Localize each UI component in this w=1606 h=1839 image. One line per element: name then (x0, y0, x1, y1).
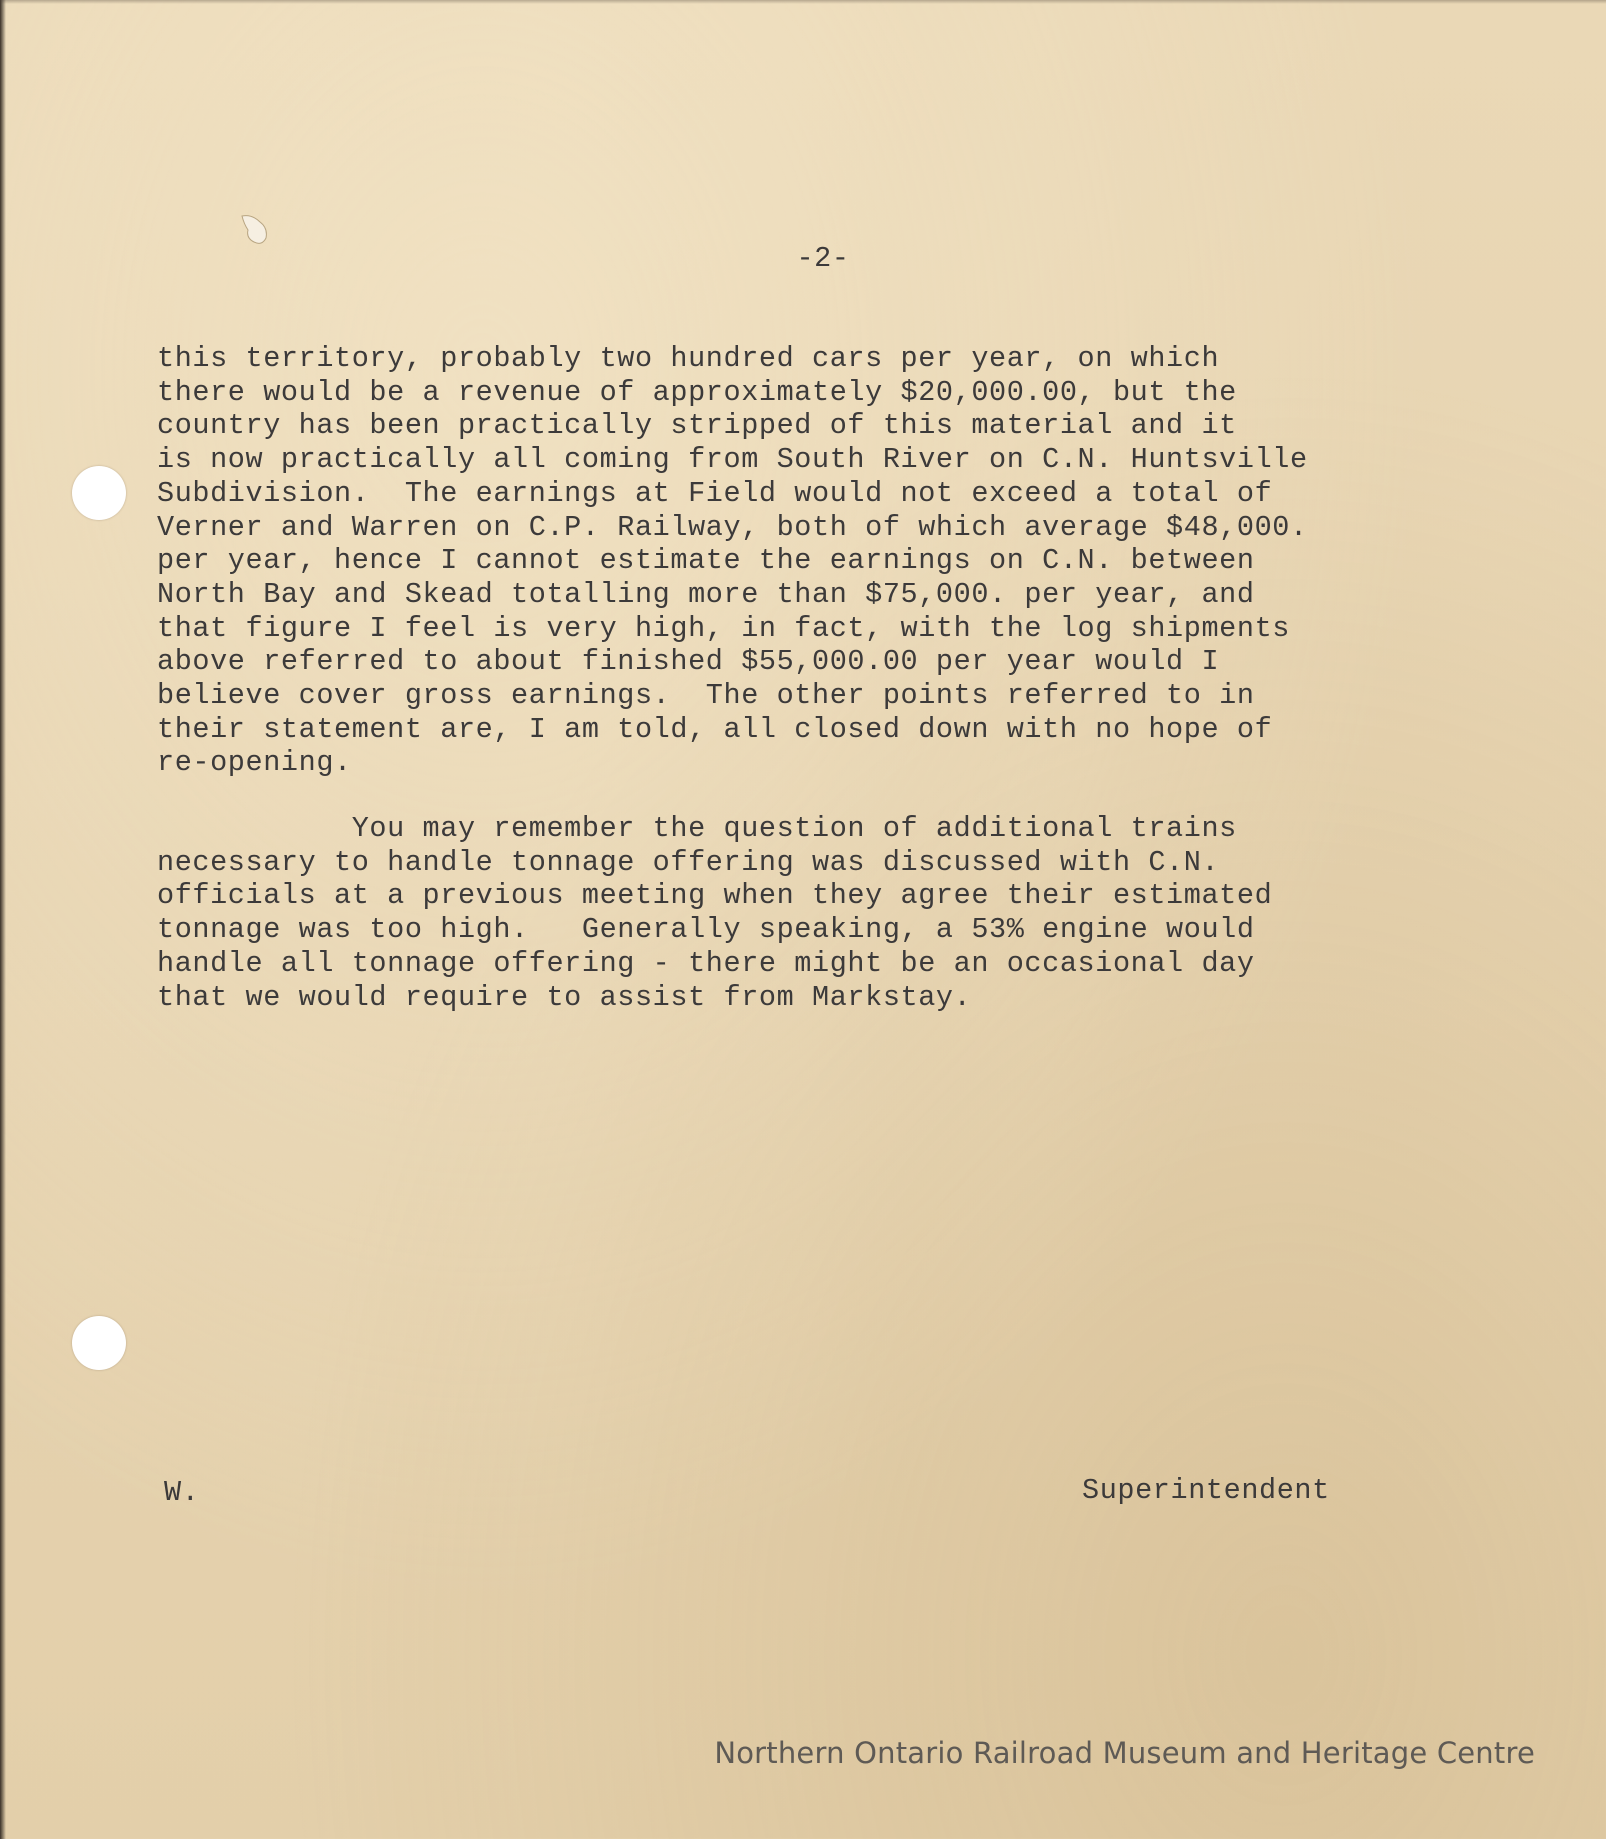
paragraph-1-line: Verner and Warren on C.P. Railway, both of which average $48,000. (157, 510, 1308, 544)
body-paragraph-1 (157, 342, 1308, 780)
punch-hole-bottom (72, 1316, 126, 1370)
paragraph-1-line: North Bay and Skead totalling more than $75,000. per year, and (157, 577, 1255, 611)
paragraph-1-line: is now practically all coming from South River on C.N. Huntsville (157, 443, 1308, 477)
paragraph-2-line: handle all tonnage offering - there might be an occasional day (157, 946, 1255, 980)
paragraph-1-line: Subdivision. The earnings at Field would not exceed a total of (157, 476, 1273, 510)
paragraph-2-line: that we would require to assist from Markstay. (157, 980, 972, 1014)
paragraph-2-line: necessary to handle tonnage offering was discussed with C.N. (157, 845, 1220, 879)
paragraph-2-line: You may remember the question of additional trains (157, 812, 1237, 845)
paragraph-2-line: tonnage was too high. Generally speaking, a 53% engine would (157, 913, 1255, 947)
paragraph-1-line: this territory, probably two hundred cars per year, on which (157, 342, 1220, 375)
signature-title: Superintendent (1082, 1474, 1330, 1507)
paragraph-1-line: there would be a revenue of approximately $20,000.00, but the (157, 375, 1237, 409)
page-edge-left (0, 0, 6, 1839)
paragraph-1-line: per year, hence I cannot estimate the earnings on C.N. between (157, 544, 1255, 578)
page-number: -2- (796, 242, 850, 275)
paragraph-2-line: officials at a previous meeting when they agree their estimated (157, 879, 1273, 913)
paragraph-1-line: re-opening. (157, 746, 352, 780)
page-edge-top (0, 0, 1606, 4)
paragraph-1-line: that figure I feel is very high, in fact, with the log shipments (157, 611, 1290, 645)
body-paragraph-2 (157, 812, 1272, 1014)
punch-hole-top (72, 466, 126, 520)
paragraph-1-line: country has been practically stripped of this material and it (157, 409, 1237, 443)
archive-watermark: Northern Ontario Railroad Museum and Heritage Centre (714, 1736, 1535, 1770)
typist-initials: W. (164, 1476, 200, 1509)
paragraph-1-line: believe cover gross earnings. The other points referred to in (157, 679, 1255, 713)
paragraph-1-line: above referred to about finished $55,000.00 per year would I (157, 645, 1220, 679)
paragraph-1-line: their statement are, I am told, all closed down with no hope of (157, 712, 1273, 746)
